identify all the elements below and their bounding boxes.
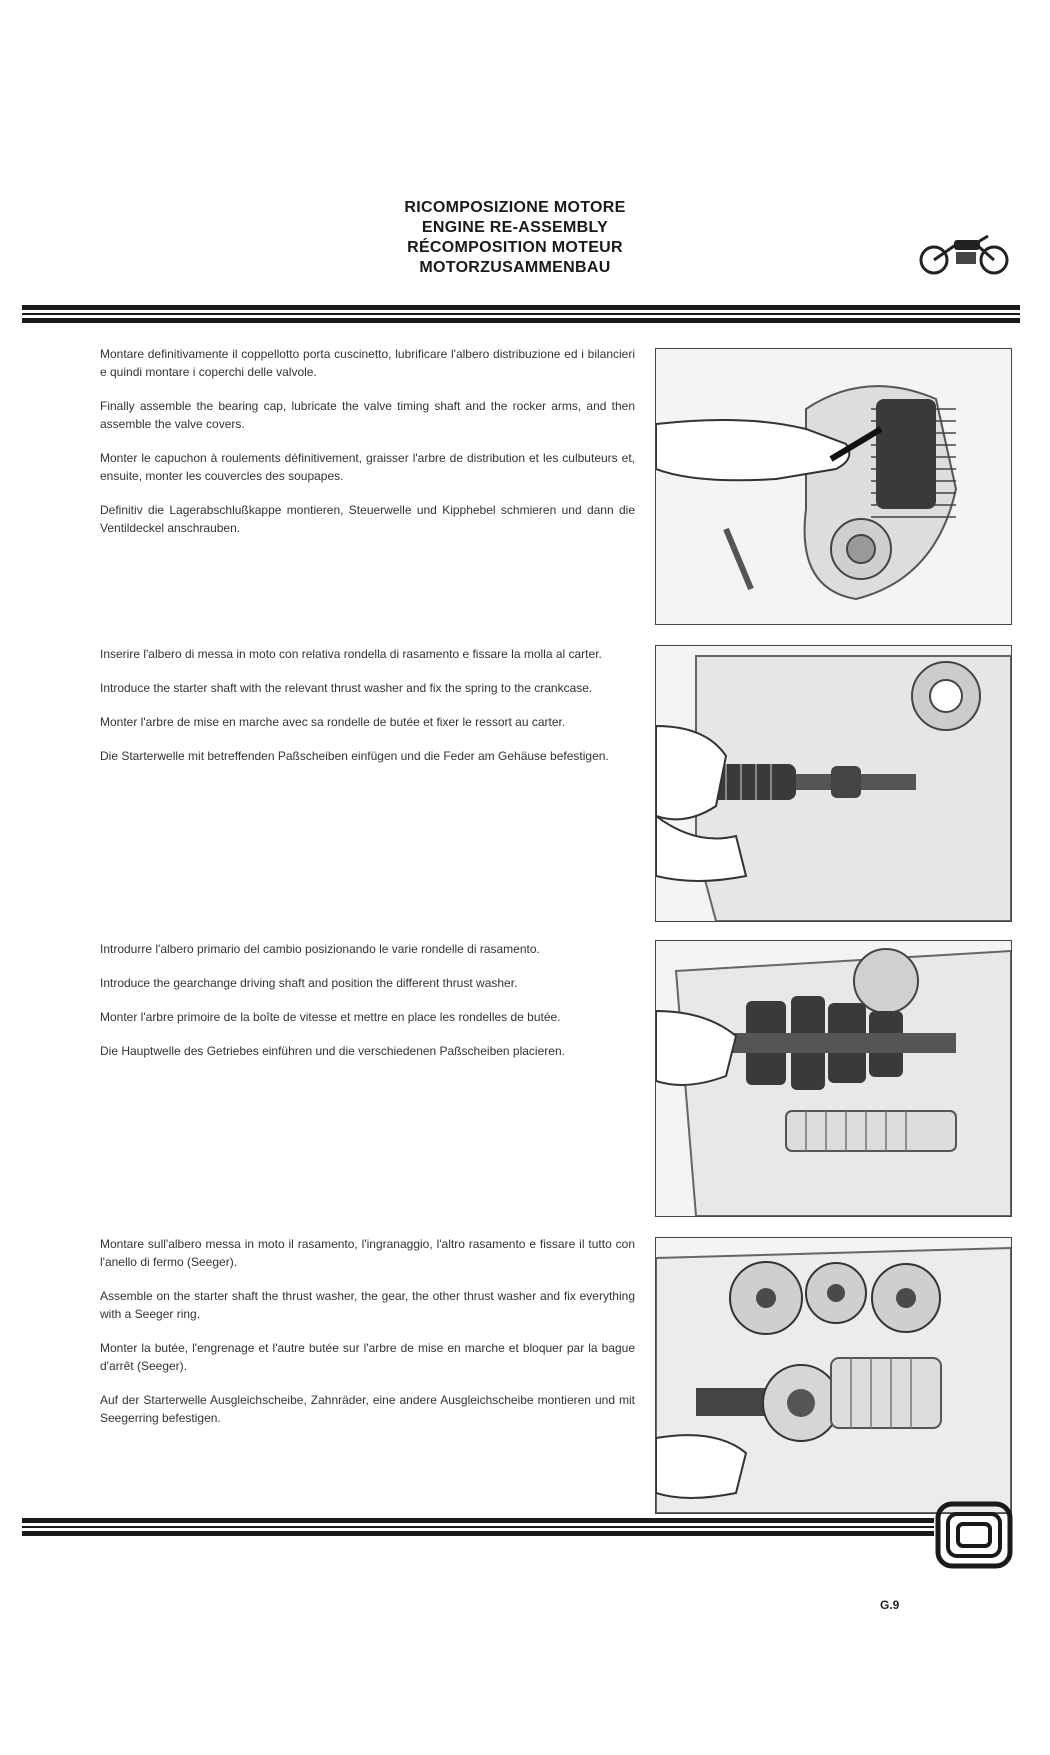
text-italian: Introdurre l'albero primario del cambio posizionando le varie rondelle di rasamento. bbox=[100, 942, 540, 956]
text-italian: Montare definitivamente il coppellotto porta cuscinetto, lubrificare l'albero distribuzione ed i bilancieri e quindi montare i coperchi delle valvole. bbox=[100, 347, 635, 379]
instruction-section-2 bbox=[100, 645, 635, 781]
text-french: Monter le capuchon à roulements définitivement, graisser l'arbre de distribution et les culbuteurs et, ensuite, monter les couvercles des soupapes. bbox=[100, 451, 635, 483]
motorcycle-icon bbox=[918, 232, 1010, 278]
instruction-section-3 bbox=[100, 940, 635, 1076]
text-english: Finally assemble the bearing cap, lubricate the valve timing shaft and the rocker arms, and then assemble the valve covers. bbox=[100, 399, 635, 431]
text-french: Monter la butée, l'engrenage et l'autre butée sur l'arbre de mise en marche et bloquer par la bague d'arrêt (Seeger). bbox=[100, 1341, 635, 1373]
text-english: Assemble on the starter shaft the thrust washer, the gear, the other thrust washer and fix everything with a Seeger ring. bbox=[100, 1289, 635, 1321]
instruction-section-1 bbox=[100, 345, 635, 553]
title-english: ENGINE RE-ASSEMBLY bbox=[421, 219, 609, 236]
text-english: Introduce the starter shaft with the relevant thrust washer and fix the spring to the crankcase. bbox=[100, 681, 593, 695]
illustration-gearbox-main-shaft bbox=[655, 940, 1012, 1217]
illustration-cylinder-head bbox=[655, 348, 1012, 625]
page-number: G.9 bbox=[880, 1598, 900, 1612]
text-english: Introduce the gearchange driving shaft and position the different thrust washer. bbox=[100, 976, 518, 990]
top-divider bbox=[22, 305, 1020, 323]
page-title-block bbox=[300, 198, 730, 278]
text-french: Monter l'arbre de mise en marche avec sa rondelle de butée et fixer le ressort au carter. bbox=[100, 715, 566, 729]
text-german: Auf der Starterwelle Ausgleichscheibe, Zahnräder, eine andere Ausgleichscheibe montieren und mit Seegerring befestigen. bbox=[100, 1393, 635, 1425]
text-french: Monter l'arbre primoire de la boîte de vitesse et mettre en place les rondelles de butée. bbox=[100, 1010, 561, 1024]
text-italian: Inserire l'albero di messa in moto con relativa rondella di rasamento e fissare la molla al carter. bbox=[100, 647, 602, 661]
text-german: Die Starterwelle mit betreffenden Paßscheiben einfügen und die Feder am Gehäuse befestigen. bbox=[100, 749, 609, 763]
text-german: Die Hauptwelle des Getriebes einführen und die verschiedenen Paßscheiben placieren. bbox=[100, 1044, 565, 1058]
bottom-divider bbox=[22, 1518, 934, 1538]
text-german: Definitiv die Lagerabschlußkappe montieren, Steuerwelle und Kipphebel schmieren und dann die Ventildeckel anschrauben. bbox=[100, 503, 635, 535]
title-italian: RICOMPOSIZIONE MOTORE bbox=[404, 199, 626, 216]
illustration-starter-gear-seeger bbox=[655, 1237, 1012, 1514]
publisher-logo-icon bbox=[934, 1500, 1014, 1570]
illustration-starter-shaft bbox=[655, 645, 1012, 922]
text-italian: Montare sull'albero messa in moto il rasamento, l'ingranaggio, l'altro rasamento e fissare il tutto con l'anello di fermo (Seeger). bbox=[100, 1237, 635, 1269]
title-german: MOTORZUSAMMENBAU bbox=[419, 259, 611, 276]
instruction-section-4 bbox=[100, 1235, 635, 1443]
title-french: RÉCOMPOSITION MOTEUR bbox=[407, 239, 623, 256]
